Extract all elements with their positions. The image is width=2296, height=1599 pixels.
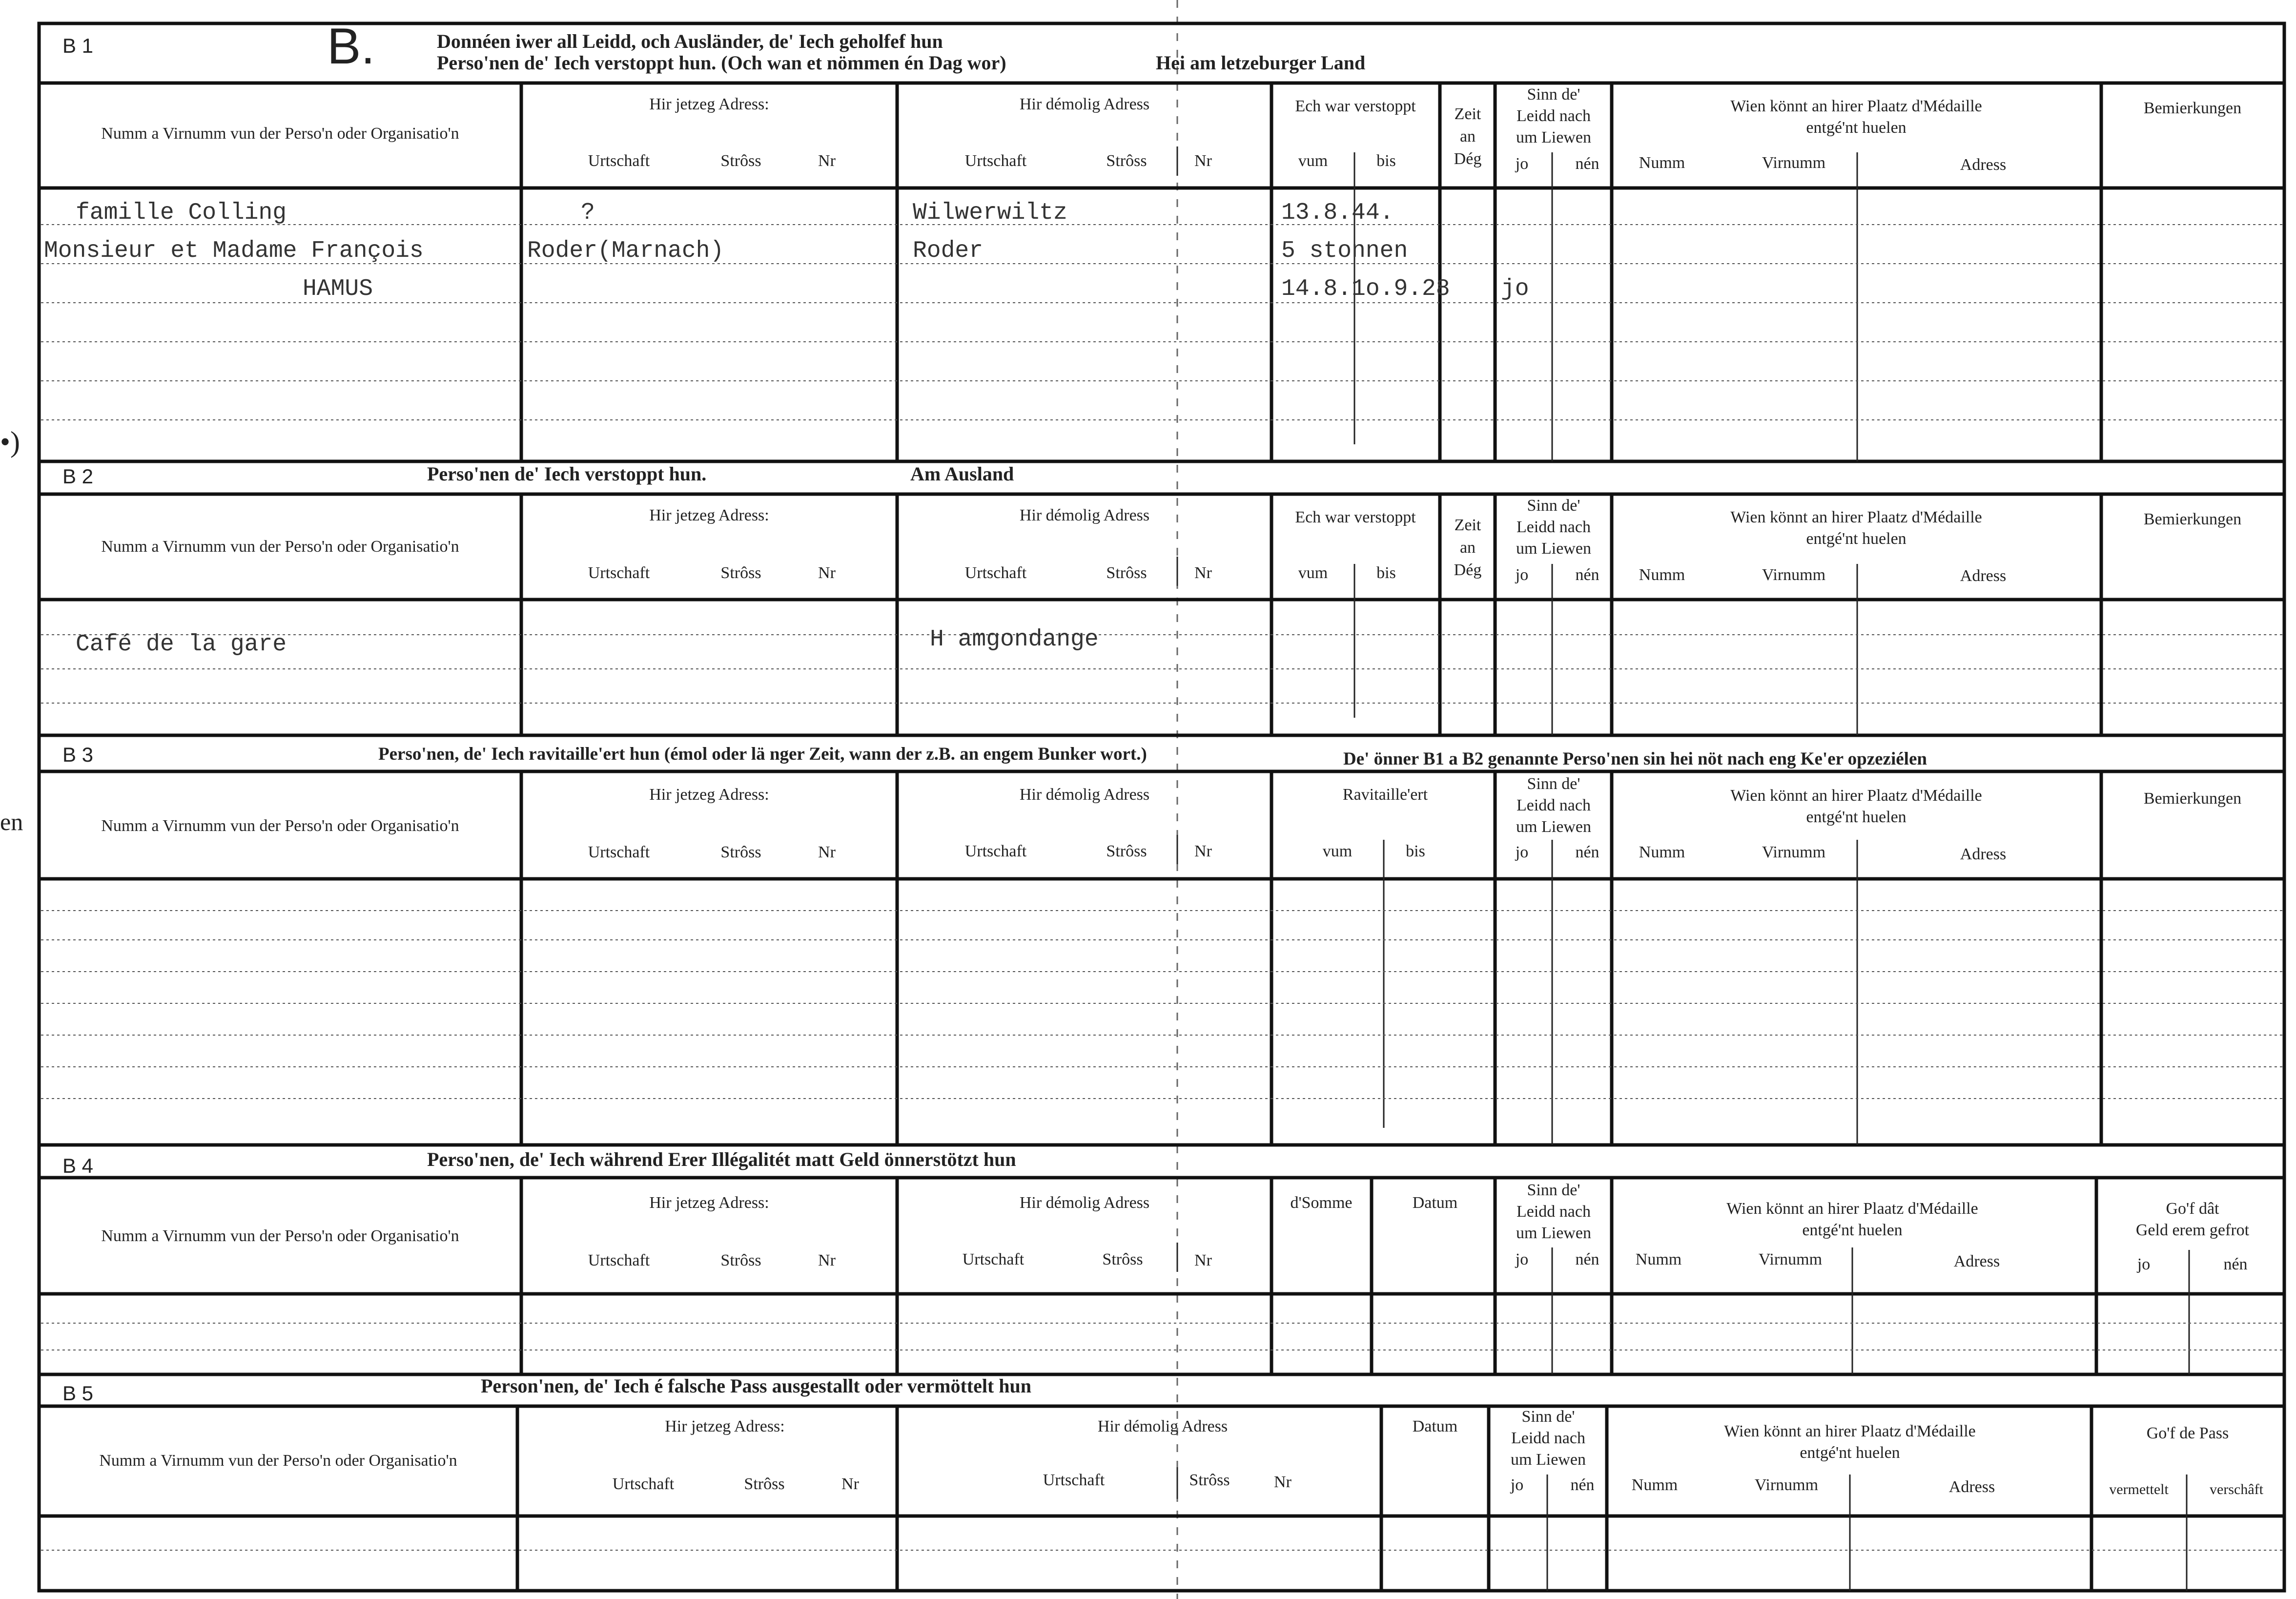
b3-vum-label: vum	[1322, 842, 1353, 860]
b1-entry-2-name: Monsieur et Madame François	[44, 238, 424, 264]
b5-wien-1: Wien könnt an hirer Plaatz d'Médaille	[1724, 1422, 1976, 1440]
section-b4-title: Perso'nen, de' Iech während Erer Illégalitét matt Geld önnerstötzt hun	[427, 1148, 1016, 1170]
b4-wien-1: Wien könnt an hirer Plaatz d'Médaille	[1726, 1200, 1978, 1218]
b2-nen-label: nén	[1575, 566, 1599, 584]
b2-prev-nr: Nr	[1194, 564, 1212, 582]
b4-prev-stross: Strôss	[1102, 1250, 1143, 1268]
b5-vermettelt-label: vermettelt	[2109, 1481, 2169, 1497]
b5-cur-address-label: Hir jetzeg Adress:	[665, 1417, 785, 1435]
b5-adress-label: Adress	[1948, 1478, 1995, 1496]
b1-zeit-3: Dég	[1454, 150, 1482, 168]
b4-somme-label: d'Somme	[1290, 1194, 1353, 1212]
b1-vum-label: vum	[1298, 152, 1328, 170]
b2-vum-label: vum	[1298, 564, 1328, 582]
b4-cur-address-label: Hir jetzeg Adress:	[649, 1194, 769, 1212]
section-b4	[39, 1148, 2284, 1374]
b1-entry-3-jo: jo	[1501, 276, 1529, 302]
b5-sinn-2: Leidd nach	[1511, 1429, 1585, 1447]
section-b2-id: B 2	[62, 465, 94, 488]
b2-virnumm-label: Virnumm	[1762, 566, 1826, 584]
b5-wien-2: entgé'nt huelen	[1800, 1444, 1900, 1462]
b3-cur-stross: Strôss	[720, 843, 761, 861]
b2-bemierkungen-label: Bemierkungen	[2143, 510, 2242, 528]
b1-sinn-3: um Liewen	[1516, 128, 1591, 146]
b3-sinn-1: Sinn de'	[1527, 775, 1580, 793]
section-b1-title-3: Hei am letzeburger Land	[1156, 52, 1366, 74]
b1-prev-address-label: Hir démolig Adress	[1019, 95, 1150, 113]
b4-prev-urtschaft: Urtschaft	[962, 1250, 1025, 1268]
section-b5-id: B 5	[62, 1382, 94, 1405]
section-b1-title-1: Donnéen iwer all Leidd, och Ausländer, de' Iech geholfef hun	[437, 30, 943, 52]
section-b4-id: B 4	[62, 1154, 94, 1177]
b4-prev-address-label: Hir démolig Adress	[1019, 1194, 1150, 1212]
b5-datum-label: Datum	[1412, 1417, 1458, 1435]
b1-numm-label: Numm	[1639, 154, 1685, 172]
b1-zeit-2: an	[1459, 127, 1476, 145]
b3-adress-label: Adress	[1960, 845, 2007, 863]
b5-prev-nr: Nr	[1274, 1473, 1292, 1491]
b1-virnumm-label: Virnumm	[1762, 154, 1826, 172]
section-b3-title-2: De' önner B1 a B2 genannte Perso'nen sin hei nöt nach eng Ke'er opzeziélen	[1343, 749, 1927, 769]
b3-bemierkungen-label: Bemierkungen	[2143, 789, 2242, 808]
b4-nen-label: nén	[1575, 1250, 1599, 1268]
b3-cur-nr: Nr	[818, 843, 836, 861]
section-b1-title-2: Perso'nen de' Iech verstoppt hun. (Och wan et nömmen én Dag wor)	[437, 52, 1006, 74]
section-b1-id: B 1	[62, 34, 94, 57]
b3-virnumm-label: Virnumm	[1762, 843, 1826, 861]
b4-name-col-label: Numm a Virnumm vun der Perso'n oder Organisatio'n	[101, 1227, 459, 1245]
b1-prev-stross: Strôss	[1106, 152, 1147, 170]
b3-cur-urtschaft: Urtschaft	[588, 843, 650, 861]
b4-cur-nr: Nr	[818, 1251, 836, 1269]
b1-sinn-2: Leidd nach	[1517, 107, 1591, 125]
b5-verschaft-label: verschâft	[2210, 1481, 2263, 1497]
side-mark-2: en	[0, 808, 23, 835]
b1-entry-2-prev: Roder	[913, 238, 984, 264]
b4-cur-stross: Strôss	[720, 1251, 761, 1269]
b4-gof-nen: nén	[2223, 1255, 2248, 1273]
b1-cur-urtschaft: Urtschaft	[588, 152, 650, 170]
b1-hidden-label: Ech war verstoppt	[1295, 97, 1416, 115]
b2-adress-label: Adress	[1960, 567, 2007, 585]
b5-sinn-3: um Liewen	[1511, 1451, 1586, 1469]
b2-name-col-label: Numm a Virnumm vun der Perso'n oder Organisatio'n	[101, 538, 459, 556]
b2-cur-nr: Nr	[818, 564, 836, 582]
b1-prev-urtschaft: Urtschaft	[964, 152, 1027, 170]
b5-cur-urtschaft: Urtschaft	[612, 1475, 675, 1493]
b4-gof-geld-1: Go'f dât	[2166, 1200, 2219, 1218]
b5-cur-nr: Nr	[841, 1475, 859, 1493]
b2-hidden-label: Ech war verstoppt	[1295, 508, 1416, 526]
b2-zeit-3: Dég	[1454, 561, 1482, 579]
b1-entry-1-vum: 13.8.44.	[1281, 200, 1394, 226]
b1-name-col-label: Numm a Virnumm vun der Perso'n oder Organisatio'n	[101, 125, 459, 143]
b4-jo-label: jo	[1515, 1250, 1529, 1268]
b1-entry-3-vum: 14.8.1o.9.28	[1281, 276, 1450, 302]
b4-prev-nr: Nr	[1194, 1251, 1212, 1269]
b4-sinn-3: um Liewen	[1516, 1224, 1591, 1242]
b1-cur-nr: Nr	[818, 152, 836, 170]
b1-prev-nr: Nr	[1194, 152, 1212, 170]
b3-jo-label: jo	[1515, 843, 1529, 861]
b2-entry-1-name: Café de la gare	[76, 631, 287, 658]
b4-cur-urtschaft: Urtschaft	[588, 1251, 650, 1269]
b1-bemierkungen-label: Bemierkungen	[2143, 99, 2242, 117]
b5-numm-label: Numm	[1631, 1476, 1678, 1494]
b3-numm-label: Numm	[1639, 843, 1685, 861]
b4-datum-label: Datum	[1412, 1194, 1458, 1212]
b3-nen-label: nén	[1575, 843, 1599, 861]
b2-sinn-3: um Liewen	[1516, 540, 1591, 558]
section-b2-title-2: Am Ausland	[910, 463, 1014, 485]
b2-numm-label: Numm	[1639, 566, 1685, 584]
b5-cur-stross: Strôss	[744, 1475, 785, 1493]
b3-prev-stross: Strôss	[1106, 842, 1147, 860]
b1-nen-label: nén	[1575, 155, 1599, 173]
b3-sinn-3: um Liewen	[1516, 818, 1591, 836]
b3-prev-urtschaft: Urtschaft	[964, 842, 1027, 860]
b4-adress-label: Adress	[1953, 1252, 2000, 1270]
b4-sinn-2: Leidd nach	[1517, 1203, 1591, 1221]
b5-prev-stross: Strôss	[1189, 1471, 1230, 1489]
b5-prev-urtschaft: Urtschaft	[1043, 1471, 1105, 1489]
b1-jo-label: jo	[1515, 155, 1529, 173]
b3-wien-2: entgé'nt huelen	[1806, 808, 1906, 826]
section-b2	[39, 463, 2284, 735]
b5-prev-address-label: Hir démolig Adress	[1097, 1417, 1228, 1435]
b2-prev-urtschaft: Urtschaft	[964, 564, 1027, 582]
b3-cur-address-label: Hir jetzeg Adress:	[649, 786, 769, 804]
b2-zeit-2: an	[1459, 539, 1476, 557]
b4-gof-geld-2: Geld erem gefrot	[2135, 1221, 2250, 1239]
b2-cur-address-label: Hir jetzeg Adress:	[649, 506, 769, 524]
form-letter: B.	[327, 18, 375, 75]
b2-sinn-2: Leidd nach	[1517, 518, 1591, 536]
b1-zeit-1: Zeit	[1454, 105, 1481, 123]
b1-bis-label: bis	[1376, 152, 1396, 170]
b2-prev-stross: Strôss	[1106, 564, 1147, 582]
b1-cur-address-label: Hir jetzeg Adress:	[649, 95, 769, 113]
b5-nen-label: nén	[1570, 1476, 1595, 1494]
b2-prev-address-label: Hir démolig Adress	[1019, 506, 1150, 524]
b5-sinn-1: Sinn de'	[1521, 1408, 1575, 1426]
b1-entry-3-name: HAMUS	[303, 276, 373, 302]
b3-wien-1: Wien könnt an hirer Plaatz d'Médaille	[1730, 787, 1982, 805]
b1-entry-1-prev: Wilwerwiltz	[913, 200, 1067, 226]
b4-gof-jo: jo	[2137, 1255, 2151, 1273]
b2-cur-urtschaft: Urtschaft	[588, 564, 650, 582]
b1-wien-1: Wien könnt an hirer Plaatz d'Médaille	[1730, 97, 1982, 115]
b1-wien-2: entgé'nt huelen	[1806, 119, 1906, 137]
b5-name-col-label: Numm a Virnumm vun der Perso'n oder Organisatio'n	[99, 1452, 457, 1470]
section-b3-title: Perso'nen, de' Iech ravitaille'ert hun (émol oder lä nger Zeit, wann der z.B. an engem Bunker wort.)	[378, 744, 1147, 764]
b2-zeit-1: Zeit	[1454, 516, 1481, 534]
b3-ravitailleert-label: Ravitaille'ert	[1342, 786, 1428, 804]
b5-gof-pass-label: Go'f de Pass	[2146, 1424, 2229, 1442]
section-b2-title: Perso'nen de' Iech verstoppt hun.	[427, 463, 707, 485]
section-b3-id: B 3	[62, 743, 94, 766]
b1-entry-2-cur: Roder(Marnach)	[527, 238, 724, 264]
b1-entry-1-cur: ?	[581, 200, 595, 226]
b2-wien-1: Wien könnt an hirer Plaatz d'Médaille	[1730, 508, 1982, 526]
b1-cur-stross: Strôss	[720, 152, 761, 170]
section-b5-title: Person'nen, de' Iech é falsche Pass ausgestallt oder vermöttelt hun	[481, 1375, 1032, 1397]
b5-jo-label: jo	[1510, 1476, 1524, 1494]
b1-sinn-1: Sinn de'	[1527, 85, 1580, 104]
b2-wien-2: entgé'nt huelen	[1806, 530, 1906, 548]
b3-prev-address-label: Hir démolig Adress	[1019, 786, 1150, 804]
b1-adress-label: Adress	[1960, 156, 2007, 174]
b3-bis-label: bis	[1406, 842, 1425, 860]
b3-prev-nr: Nr	[1194, 842, 1212, 860]
b4-sinn-1: Sinn de'	[1527, 1181, 1580, 1199]
b1-entry-1-name: famille Colling	[76, 200, 287, 226]
b4-wien-2: entgé'nt huelen	[1802, 1221, 1903, 1239]
b2-sinn-1: Sinn de'	[1527, 497, 1580, 515]
b2-entry-1-prev: H amgondange	[930, 626, 1099, 653]
side-mark-1: •)	[0, 426, 20, 458]
b3-name-col-label: Numm a Virnumm vun der Perso'n oder Organisatio'n	[101, 817, 459, 835]
b2-bis-label: bis	[1376, 564, 1396, 582]
section-b5	[39, 1375, 2284, 1591]
b5-virnumm-label: Virnumm	[1754, 1476, 1819, 1494]
b3-sinn-2: Leidd nach	[1517, 796, 1591, 814]
section-b1	[39, 18, 2284, 461]
b2-jo-label: jo	[1515, 566, 1529, 584]
b4-numm-label: Numm	[1635, 1250, 1682, 1268]
section-b3	[39, 743, 2284, 1145]
b4-virnumm-label: Virnumm	[1758, 1250, 1823, 1268]
b1-entry-2-vum: 5 stonnen	[1281, 238, 1408, 264]
b2-cur-stross: Strôss	[720, 564, 761, 582]
